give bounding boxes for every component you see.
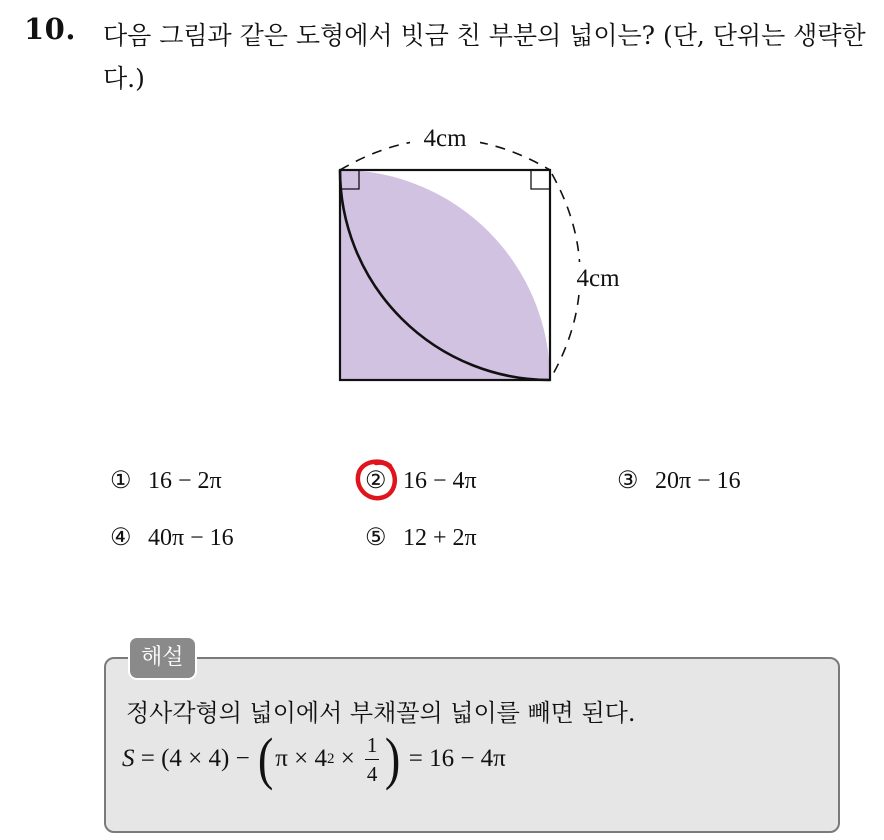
formula-exponent: 2: [327, 750, 335, 767]
formula-pi-part: π × 4: [275, 745, 328, 772]
question-text: 다음 그림과 같은 도형에서 빗금 친 부분의 넓이는? (단, 단위는 생략한다.): [103, 21, 866, 93]
choice-1-mark: ①: [110, 466, 132, 494]
formula-fraction: [365, 733, 379, 786]
choice-5-value: 12 + 2π: [403, 525, 477, 551]
choice-3[interactable]: [617, 464, 741, 496]
figure: [320, 118, 640, 393]
formula-open-paren: (: [257, 726, 274, 791]
question-number: 10.: [24, 12, 76, 46]
fraction-denominator: 4: [366, 761, 378, 786]
choice-3-value: 20π − 16: [655, 468, 741, 494]
choice-5[interactable]: [365, 521, 477, 553]
right-angle-mark-right: [531, 170, 550, 189]
formula-times: ×: [334, 745, 362, 772]
choice-2-mark: ②: [365, 466, 387, 494]
solution-formula: [122, 726, 506, 791]
top-length-label: 4cm: [423, 125, 467, 152]
choice-5-mark: ⑤: [365, 523, 387, 551]
solution-tab: 해설: [128, 636, 197, 680]
formula-eq: =: [134, 745, 162, 772]
formula-close-paren: ): [385, 726, 401, 791]
formula-lhs: S: [122, 745, 135, 772]
formula-part1: (4 × 4) −: [161, 745, 256, 772]
side-length-label: 4cm: [576, 265, 620, 292]
fraction-bar: [365, 759, 379, 760]
choice-3-mark: ③: [617, 466, 639, 494]
solution-text: 정사각형의 넓이에서 부채꼴의 넓이를 빼면 된다.: [126, 699, 636, 727]
choice-2-value: 16 − 4π: [403, 468, 477, 494]
choice-1-value: 16 − 2π: [148, 468, 222, 494]
formula-result: = 16 − 4π: [402, 745, 506, 772]
choice-1[interactable]: [110, 464, 222, 496]
fraction-numerator: 1: [366, 732, 378, 757]
choice-4-mark: ④: [110, 523, 132, 551]
shaded-region: [340, 170, 550, 380]
choice-4-value: 40π − 16: [148, 525, 234, 551]
answer-circle-annotation: [354, 458, 400, 504]
choice-4[interactable]: [110, 521, 234, 553]
